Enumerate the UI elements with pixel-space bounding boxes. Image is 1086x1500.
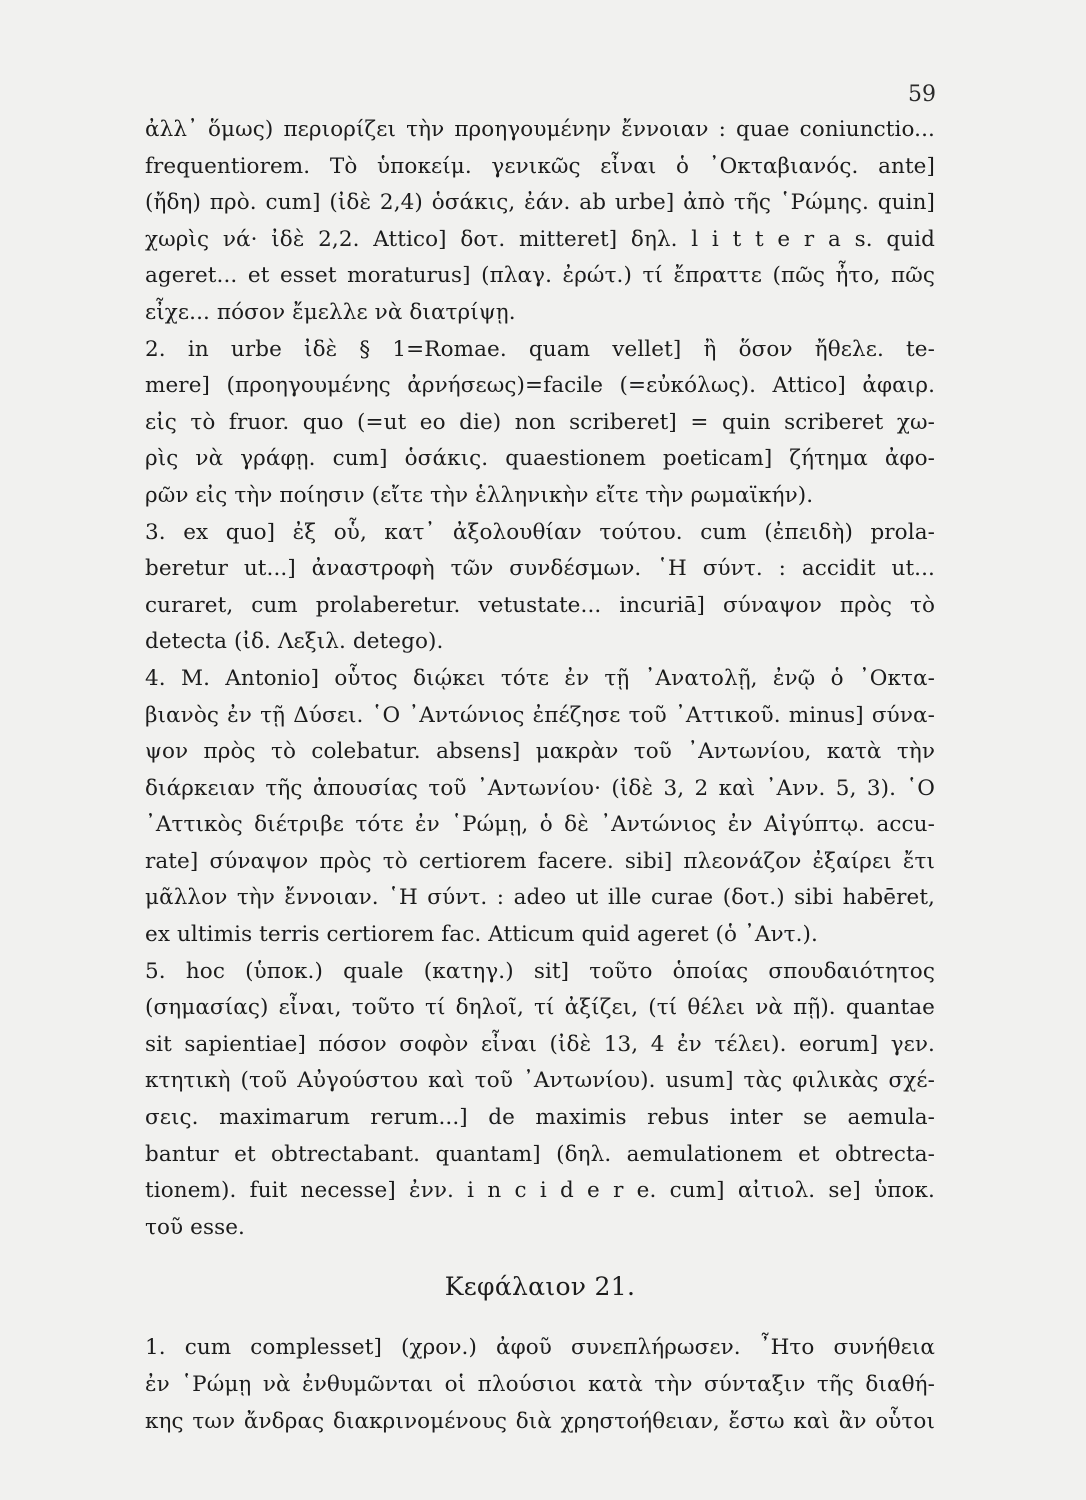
commentary-text-block xyxy=(145,112,935,1440)
text-line: tionem). fuit necesse] ἐνν. i n c i d e r e. cum] αἰτιολ. se] ὑποκ. xyxy=(145,1178,935,1204)
text-line: frequentiorem. Τὸ ὑποκείμ. γενικῶς εἶναι ὁ ᾽Οκταβιανός. ante] xyxy=(145,153,935,179)
text-line: 3. ex quo] ἐξ οὗ, κατ᾽ ἀξολουθίαν τούτου. cum (ἐπειδὴ) prola- xyxy=(145,519,935,545)
text-line: σεις. maximarum rerum...] de maximis rebus inter se aemula- xyxy=(145,1105,935,1131)
text-line: ψον πρὸς τὸ colebatur. absens] μακρὰν τοῦ ᾽Αντωνίου, κατὰ τὴν xyxy=(145,739,935,765)
text-line: εἶχε... πόσον ἔμελλε νὰ διατρίψῃ. xyxy=(145,299,516,325)
text-line: 4. M. Antonio] οὗτος διῴκει τότε ἐν τῇ ᾽Ανατολῇ, ἐνῷ ὁ ᾽Οκτα- xyxy=(145,665,935,691)
text-line: ex ultimis terris certiorem fac. Atticum quid ageret (ὁ ᾽Αντ.). xyxy=(145,922,818,948)
text-line: ἀλλ᾽ ὅμως) περιορίζει τὴν προηγουμένην ἔννοιαν : quae coniunctio... xyxy=(145,117,935,142)
text-line: μᾶλλον τὴν ἔννοιαν. ῾Η σύντ. : adeo ut ille curae (δοτ.) sibi habēret, xyxy=(145,885,935,911)
text-line: ρὶς νὰ γράφῃ. cum] ὁσάκις. quaestionem poeticam] ζήτημα ἀφο- xyxy=(145,446,935,472)
text-line: detecta (ἰδ. Λεξιλ. detego). xyxy=(145,629,444,655)
text-line: κης των ἄνδρας διακρινομένους διὰ χρηστοήθειαν, ἔστω καὶ ἂν οὗτοι xyxy=(145,1408,935,1434)
text-line: sit sapientiae] πόσον σοφὸν εἶναι (ἰδὲ 13, 4 ἐν τέλει). eorum] γεν. xyxy=(145,1031,935,1057)
text-line: τοῦ esse. xyxy=(145,1214,245,1240)
text-line: ἐν ῾Ρώμῃ νὰ ἐνθυμῶνται οἱ πλούσιοι κατὰ τὴν σύνταξιν τῆς διαθή- xyxy=(145,1372,935,1397)
chapter-heading: Κεφάλαιον 21. xyxy=(444,1272,636,1302)
text-line: 1. cum complesset] (χρον.) ἀφοῦ συνεπλήρωσεν. ῏Ητο συνήθεια xyxy=(145,1335,935,1361)
text-line: (σημασίας) εἶναι, τοῦτο τί δηλοῖ, τί ἀξίζει, (τί θέλει νὰ πῇ). quantae xyxy=(145,995,935,1021)
text-line: (ἤδη) πρὸ. cum] (ἰδὲ 2,4) ὁσάκις, ἐάν. ab urbe] ἀπὸ τῆς ῾Ρώμης. quin] xyxy=(145,190,935,216)
text-line: curaret, cum prolaberetur. vetustate... incuriā] σύναψον πρὸς τὸ xyxy=(145,592,935,618)
text-line: ageret... et esset moraturus] (πλαγ. ἐρώτ.) τί ἔπραττε (πῶς ἦτο, πῶς xyxy=(145,263,935,289)
text-line: βιανὸς ἐν τῇ Δύσει. ῾Ο ᾽Αντώνιος ἐπέζησε τοῦ ᾽Αττικοῦ. minus] σύνα- xyxy=(145,702,935,728)
text-line: κτητικὴ (τοῦ Αὐγούστου καὶ τοῦ ᾽Αντωνίου). usum] τὰς φιλικὰς σχέ- xyxy=(145,1068,935,1094)
text-line: διάρκειαν τῆς ἀπουσίας τοῦ ᾽Αντωνίου· (ἰδὲ 3, 2 καὶ ᾽Ανν. 5, 3). ῾Ο xyxy=(145,775,935,801)
text-line: bantur et obtrectabant. quantam] (δηλ. aemulationem et obtrecta- xyxy=(145,1141,935,1167)
text-line: mere] (προηγουμένης ἀρνήσεως)=facile (=εὐκόλως). Attico] ἀφαιρ. xyxy=(145,373,935,399)
text-line: 2. in urbe ἰδὲ § 1=Romae. quam vellet] ἢ ὅσον ἤθελε. te- xyxy=(145,336,935,362)
text-line: χωρὶς νά· ἰδὲ 2,2. Attico] δοτ. mitteret] δηλ. l i t t e r a s. quid xyxy=(145,226,935,252)
text-line: ᾽Αττικὸς διέτριβε τότε ἐν ῾Ρώμῃ, ὁ δὲ ᾽Αντώνιος ἐν Αἰγύπτῳ. accu- xyxy=(145,812,935,838)
text-line: beretur ut...] ἀναστροφὴ τῶν συνδέσμων. ῾Η σύντ. : accidit ut... xyxy=(145,556,935,582)
text-line: εἰς τὸ fruor. quo (=ut eo die) non scriberet] = quin scriberet χω- xyxy=(145,409,935,435)
text-line: ρῶν εἰς τὴν ποίησιν (εἴτε τὴν ἑλληνικὴν εἴτε τὴν ρωμαϊκήν). xyxy=(145,482,814,508)
text-line: rate] σύναψον πρὸς τὸ certiorem facere. sibi] πλεονάζον ἐξαίρει ἔτι xyxy=(145,848,935,874)
page-number: 59 xyxy=(908,82,936,107)
text-line: 5. hoc (ὑποκ.) quale (κατηγ.) sit] τοῦτο ὁποίας σπουδαιότητος xyxy=(145,958,935,984)
